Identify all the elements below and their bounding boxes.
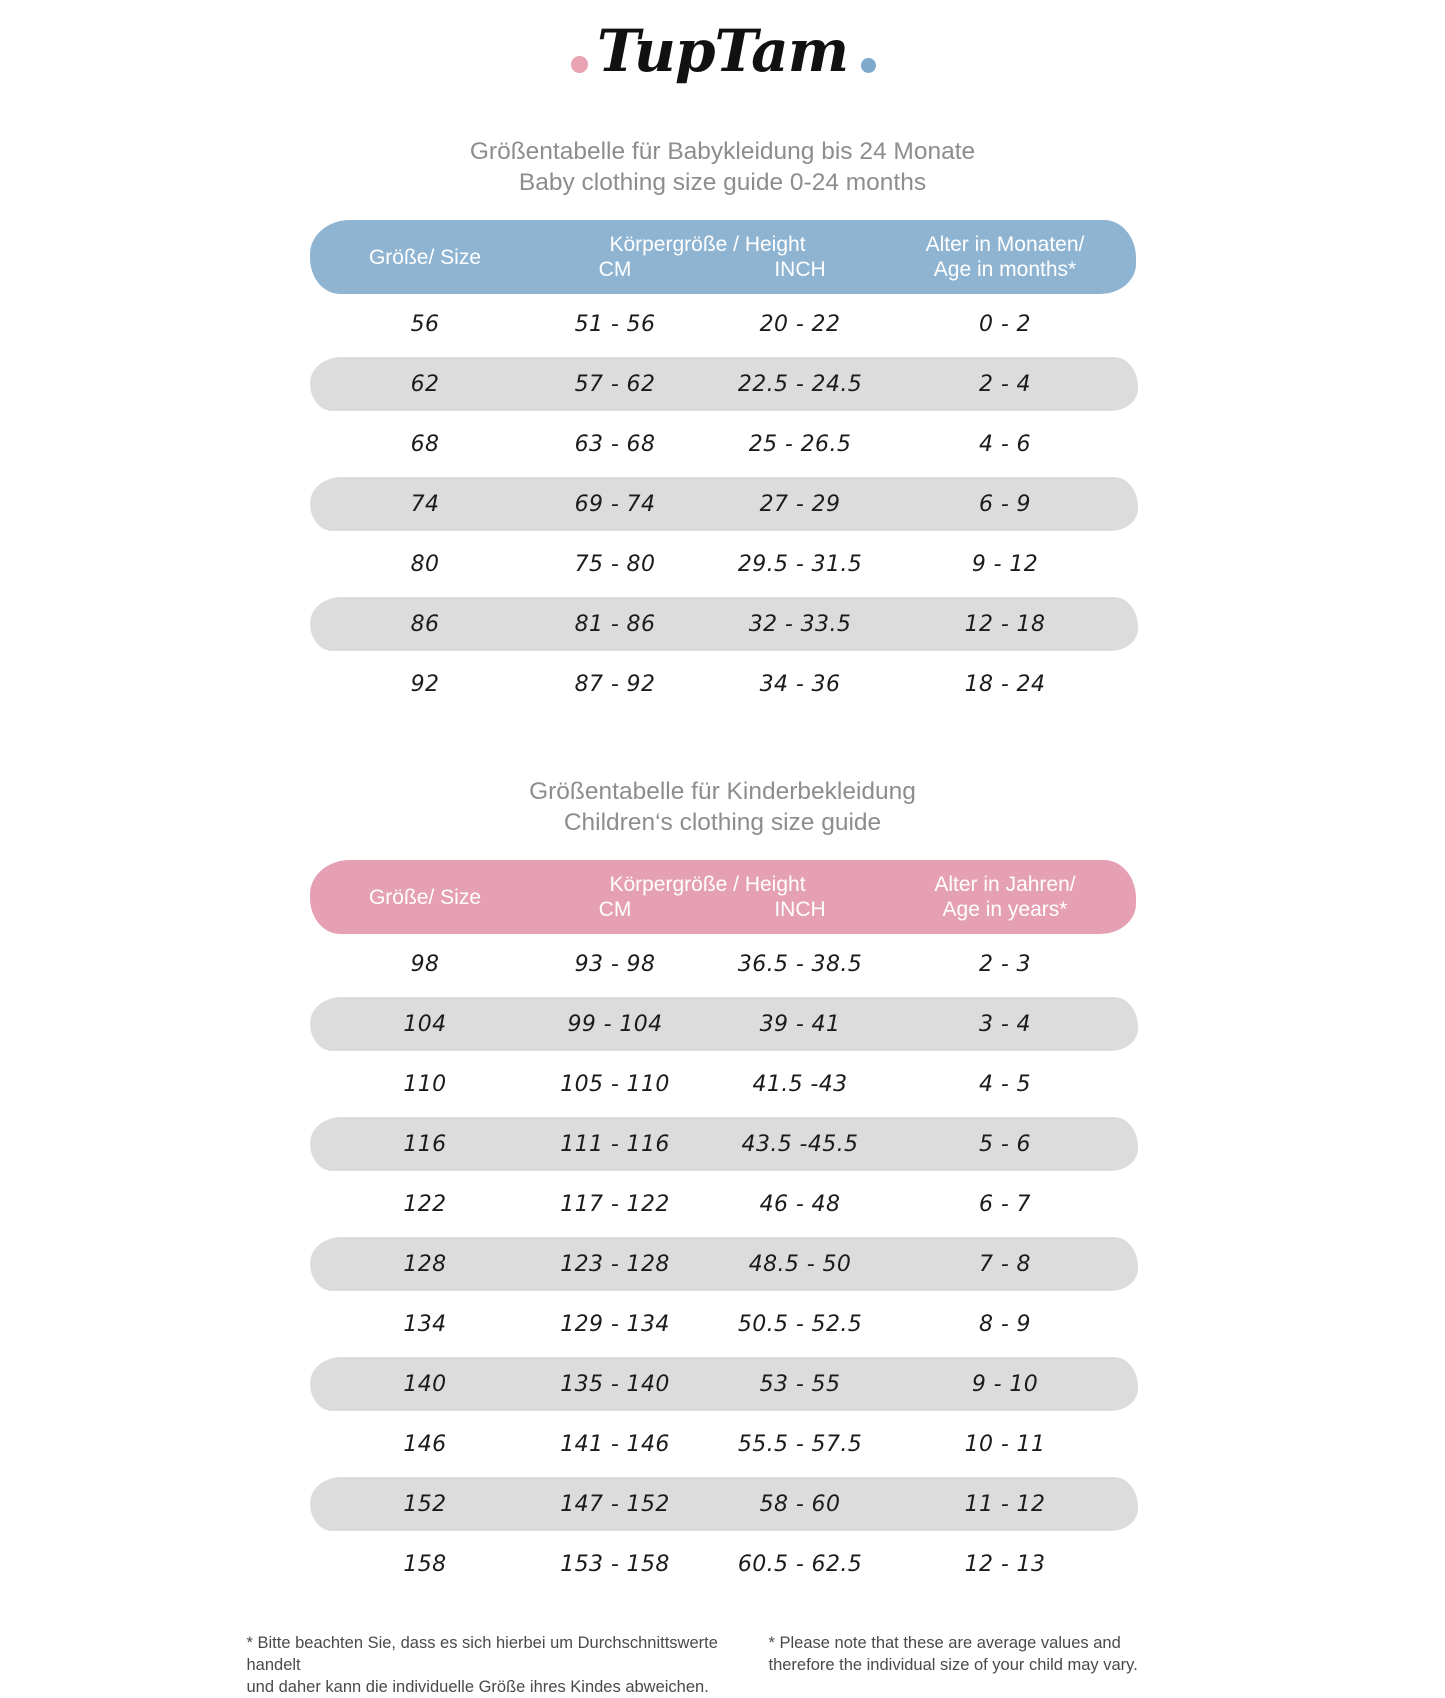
cell-cm: 135 - 140: [560, 1371, 670, 1397]
table-row: [328, 474, 1118, 534]
kids-header-inch: INCH: [774, 898, 826, 921]
kids-header-size: Größe/ Size: [368, 885, 482, 909]
baby-header-age-line1: Alter in Monaten/: [925, 233, 1085, 256]
cell-cm: 63 - 68: [574, 431, 656, 457]
kids-header-age-group: [893, 872, 1118, 922]
cell-age: 12 - 18: [964, 611, 1046, 637]
table-row: [328, 354, 1118, 414]
cell-inch: 39 - 41: [759, 1011, 841, 1037]
table-row: [328, 534, 1118, 594]
table-row: [328, 1054, 1118, 1114]
cell-inch: 53 - 55: [759, 1371, 841, 1397]
baby-header-height: Körpergröße / Height: [609, 233, 806, 256]
table-row: [328, 1474, 1118, 1534]
kids-table-rows: [328, 934, 1118, 1594]
cell-inch: 22.5 - 24.5: [737, 371, 863, 397]
cell-size: 146: [403, 1431, 447, 1457]
cell-size: 104: [403, 1011, 447, 1037]
footnote-de-line1: * Bitte beachten Sie, dass es sich hierbei um Durchschnittswerte handelt: [246, 1634, 718, 1674]
footnote-en-line2: therefore the individual size of your child may vary.: [768, 1656, 1138, 1674]
cell-age: 5 - 6: [979, 1131, 1031, 1157]
cell-age: 9 - 12: [971, 551, 1039, 577]
baby-title-en: Baby clothing size guide 0-24 months: [518, 169, 927, 196]
cell-cm: 69 - 74: [574, 491, 656, 517]
cell-inch: 43.5 -45.5: [741, 1131, 859, 1157]
cell-size: 122: [403, 1191, 447, 1217]
table-row: [328, 594, 1118, 654]
cell-inch: 27 - 29: [759, 491, 841, 517]
baby-header-inch: INCH: [774, 258, 826, 281]
table-row: [328, 994, 1118, 1054]
cell-age: 4 - 5: [979, 1071, 1031, 1097]
baby-table-header: [328, 220, 1118, 294]
cell-cm: 87 - 92: [574, 671, 656, 697]
cell-age: 2 - 3: [979, 951, 1031, 977]
cell-size: 80: [410, 551, 440, 577]
baby-header-age-group: [893, 232, 1118, 282]
cell-size: 92: [410, 671, 440, 697]
cell-cm: 57 - 62: [574, 371, 656, 397]
table-row: [328, 1234, 1118, 1294]
kids-header-age-line1: Alter in Jahren/: [934, 873, 1076, 896]
cell-inch: 41.5 -43: [752, 1071, 848, 1097]
cell-size: 68: [410, 431, 440, 457]
cell-inch: 50.5 - 52.5: [737, 1311, 863, 1337]
table-row: [328, 934, 1118, 994]
cell-size: 134: [403, 1311, 447, 1337]
cell-age: 0 - 2: [979, 311, 1031, 337]
baby-table-rows: [328, 294, 1118, 714]
cell-inch: 55.5 - 57.5: [737, 1431, 863, 1457]
kids-table-header: [328, 860, 1118, 934]
section-gap: [0, 714, 1445, 776]
table-row: [328, 1114, 1118, 1174]
cell-size: 152: [403, 1491, 447, 1517]
table-row: [328, 414, 1118, 474]
kids-size-table: [328, 860, 1118, 1594]
brand-logo: [0, 0, 1445, 108]
footnote-en: [769, 1632, 1199, 1698]
cell-inch: 46 - 48: [759, 1191, 841, 1217]
cell-cm: 105 - 110: [560, 1071, 670, 1097]
table-row: [328, 1174, 1118, 1234]
cell-size: 110: [403, 1071, 447, 1097]
cell-inch: 36.5 - 38.5: [737, 951, 863, 977]
cell-inch: 29.5 - 31.5: [737, 551, 863, 577]
kids-title-de: Größentabelle für Kinderbekleidung: [529, 778, 916, 805]
baby-header-height-group: [523, 232, 893, 282]
dot-right-icon: [861, 58, 876, 73]
baby-header-size: Größe/ Size: [368, 245, 482, 269]
cell-cm: 111 - 116: [560, 1131, 670, 1157]
cell-size: 128: [403, 1251, 447, 1277]
cell-age: 3 - 4: [979, 1011, 1031, 1037]
cell-cm: 99 - 104: [567, 1011, 663, 1037]
cell-cm: 153 - 158: [560, 1551, 670, 1577]
cell-age: 10 - 11: [964, 1431, 1046, 1457]
cell-inch: 58 - 60: [759, 1491, 841, 1517]
cell-inch: 32 - 33.5: [748, 611, 852, 637]
baby-size-table: [328, 220, 1118, 714]
cell-cm: 117 - 122: [560, 1191, 670, 1217]
cell-age: 12 - 13: [964, 1551, 1046, 1577]
cell-size: 140: [403, 1371, 447, 1397]
cell-age: 9 - 10: [971, 1371, 1039, 1397]
cell-age: 18 - 24: [964, 671, 1046, 697]
brand-name: TupTam: [596, 17, 849, 85]
footnotes: [0, 1632, 1445, 1698]
table-row: [328, 294, 1118, 354]
baby-section-title: [0, 136, 1445, 198]
cell-inch: 25 - 26.5: [748, 431, 852, 457]
cell-age: 2 - 4: [979, 371, 1031, 397]
cell-age: 6 - 7: [979, 1191, 1031, 1217]
footnote-en-line1: * Please note that these are average values and: [768, 1634, 1121, 1652]
kids-header-age-line2: Age in years*: [942, 898, 1068, 921]
cell-size: 116: [403, 1131, 447, 1157]
cell-cm: 141 - 146: [560, 1431, 670, 1457]
footnote-de: [247, 1632, 747, 1698]
cell-age: 7 - 8: [979, 1251, 1031, 1277]
cell-age: 4 - 6: [979, 431, 1031, 457]
table-row: [328, 1414, 1118, 1474]
baby-header-cm: CM: [598, 258, 632, 281]
cell-size: 56: [410, 311, 440, 337]
baby-title-de: Größentabelle für Babykleidung bis 24 Monate: [469, 138, 976, 165]
kids-header-height: Körpergröße / Height: [609, 873, 806, 896]
table-row: [328, 1294, 1118, 1354]
cell-age: 6 - 9: [979, 491, 1031, 517]
brand-logo-text: [596, 17, 849, 85]
kids-header-height-group: [523, 872, 893, 922]
cell-age: 8 - 9: [979, 1311, 1031, 1337]
kids-section-title: [0, 776, 1445, 838]
kids-title-en: Children‘s clothing size guide: [563, 809, 882, 836]
baby-header-age-line2: Age in months*: [933, 258, 1077, 281]
cell-cm: 93 - 98: [574, 951, 656, 977]
table-row: [328, 1534, 1118, 1594]
cell-inch: 60.5 - 62.5: [737, 1551, 863, 1577]
table-row: [328, 654, 1118, 714]
cell-inch: 20 - 22: [759, 311, 841, 337]
cell-cm: 147 - 152: [560, 1491, 670, 1517]
table-row: [328, 1354, 1118, 1414]
cell-cm: 129 - 134: [560, 1311, 670, 1337]
footnote-de-line2: und daher kann die individuelle Größe ihres Kindes abweichen.: [246, 1678, 709, 1696]
cell-inch: 48.5 - 50: [748, 1251, 852, 1277]
dot-left-icon: [571, 56, 588, 73]
cell-size: 98: [410, 951, 440, 977]
cell-cm: 75 - 80: [574, 551, 656, 577]
cell-age: 11 - 12: [964, 1491, 1046, 1517]
cell-size: 74: [410, 491, 440, 517]
cell-inch: 34 - 36: [759, 671, 841, 697]
cell-size: 62: [410, 371, 440, 397]
cell-cm: 81 - 86: [574, 611, 656, 637]
kids-header-cm: CM: [598, 898, 632, 921]
cell-size: 158: [403, 1551, 447, 1577]
cell-size: 86: [410, 611, 440, 637]
cell-cm: 51 - 56: [574, 311, 656, 337]
cell-cm: 123 - 128: [560, 1251, 670, 1277]
